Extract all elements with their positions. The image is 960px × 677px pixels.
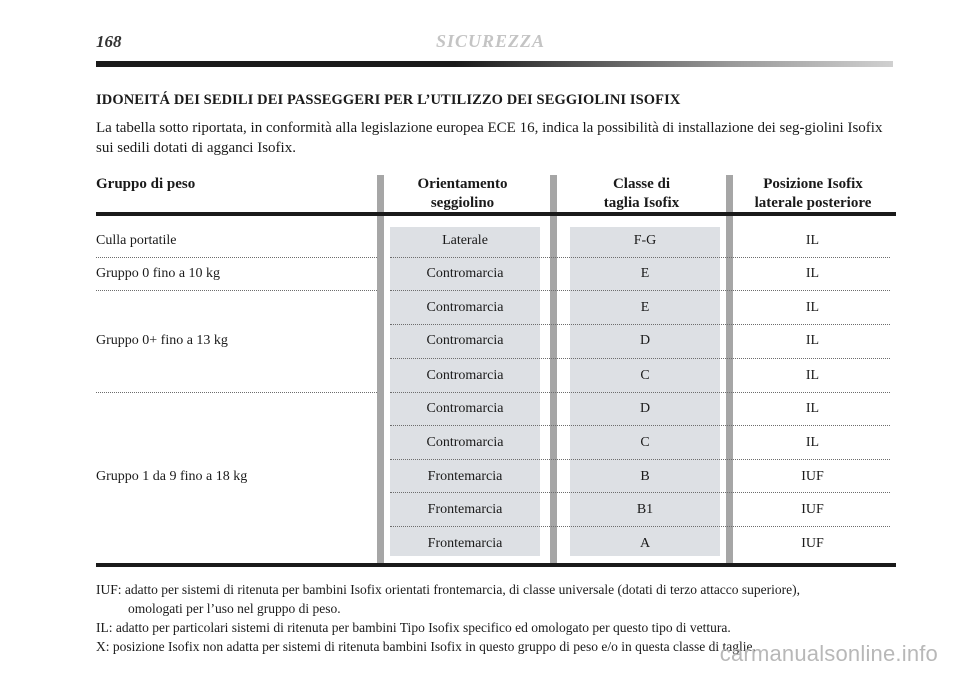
header-rule xyxy=(96,61,893,67)
group-separator xyxy=(96,290,377,291)
section-title: SICUREZZA xyxy=(436,31,546,51)
weight-group-label: Gruppo 0+ fino a 13 kg xyxy=(96,333,228,348)
size-class-cell: C xyxy=(640,368,650,383)
size-class-cell: B1 xyxy=(636,502,654,517)
note-text: omologati per l’uso nel gruppo di peso. xyxy=(128,601,341,616)
size-class-cell: C xyxy=(640,435,650,450)
page-number: 168 xyxy=(96,32,122,51)
orientation-cell: Frontemarcia xyxy=(427,469,503,484)
header-class-line2: taglia Isofix xyxy=(603,195,680,211)
column-divider xyxy=(726,175,733,566)
header-orientation-line2: seggiolino xyxy=(430,195,495,211)
size-class-cell: F-G xyxy=(633,233,657,248)
weight-group-label: Gruppo 0 fino a 10 kg xyxy=(96,266,221,281)
orientation-cell: Contromarcia xyxy=(426,401,504,416)
note-il xyxy=(96,618,896,637)
size-class-cell: B xyxy=(640,469,650,484)
header-size-class xyxy=(564,175,719,213)
position-cell: IL xyxy=(805,435,820,450)
note-text: adatto per sistemi di ritenuta per bambini Isofix orientati frontemarcia, di classe universale (dotati di terzo attacco superiore), xyxy=(124,582,801,597)
orientation-cell: Contromarcia xyxy=(426,368,504,383)
note-key: IL: xyxy=(96,620,113,635)
position-cell: IL xyxy=(805,266,820,281)
column-divider xyxy=(377,175,384,566)
position-cell: IL xyxy=(805,401,820,416)
note-text: posizione Isofix non adatta per sistemi di ritenuta bambini Isofix in questo gruppo di peso e/o in questa classe di taglie. xyxy=(112,639,756,654)
size-class-cell: E xyxy=(640,266,650,281)
position-cell: IL xyxy=(805,233,820,248)
orientation-cell: Frontemarcia xyxy=(427,502,503,517)
orientation-cell: Contromarcia xyxy=(426,266,504,281)
group-separator xyxy=(96,392,377,393)
orientation-cell: Frontemarcia xyxy=(427,536,503,551)
weight-group-label: Culla portatile xyxy=(96,233,177,248)
header-position-line2: laterale posteriore xyxy=(754,195,872,211)
note-iuf-continuation xyxy=(96,599,896,618)
document-heading: IDONEITÁ DEI SEDILI DEI PASSEGGERI PER L’UTILIZZO DEI SEGGIOLINI ISOFIX xyxy=(96,92,681,108)
position-cell: IL xyxy=(805,300,820,315)
column-divider xyxy=(550,175,557,566)
intro-paragraph: La tabella sotto riportata, in conformità alla legislazione europea ECE 16, indica la possibilità di installazione dei seg-giolini Isofix sui sedili dotati di agganci Isofix. xyxy=(96,120,883,156)
note-iuf xyxy=(96,580,896,599)
orientation-cell: Laterale xyxy=(442,233,488,248)
size-class-cell: A xyxy=(639,536,651,551)
position-cell: IUF xyxy=(801,502,824,517)
header-bottom-rule xyxy=(96,212,896,216)
note-text: adatto per particolari sistemi di ritenuta per bambini Tipo Isofix specifico ed omologato per questo tipo di vettura. xyxy=(115,620,731,635)
header-weight-group: Gruppo di peso xyxy=(96,176,196,192)
size-class-cell: E xyxy=(640,300,650,315)
orientation-cell: Contromarcia xyxy=(426,300,504,315)
weight-group-label: Gruppo 1 da 9 fino a 18 kg xyxy=(96,469,248,484)
position-cell: IUF xyxy=(801,536,824,551)
watermark: carmanualsonline.info xyxy=(719,641,938,666)
note-key: X: xyxy=(96,639,110,654)
header-position xyxy=(730,175,896,213)
orientation-cell: Contromarcia xyxy=(426,435,504,450)
position-cell: IL xyxy=(805,368,820,383)
orientation-cell: Contromarcia xyxy=(426,333,504,348)
note-key: IUF: xyxy=(96,582,122,597)
size-class-cell: D xyxy=(639,333,651,348)
position-cell: IUF xyxy=(801,469,824,484)
size-class-cell: D xyxy=(639,401,651,416)
position-cell: IL xyxy=(805,333,820,348)
header-position-line1: Posizione Isofix xyxy=(763,176,863,192)
header-orientation xyxy=(385,175,540,213)
group-separator xyxy=(96,257,377,258)
header-orientation-line1: Orientamento xyxy=(417,176,508,192)
header-class-line1: Classe di xyxy=(612,176,671,192)
